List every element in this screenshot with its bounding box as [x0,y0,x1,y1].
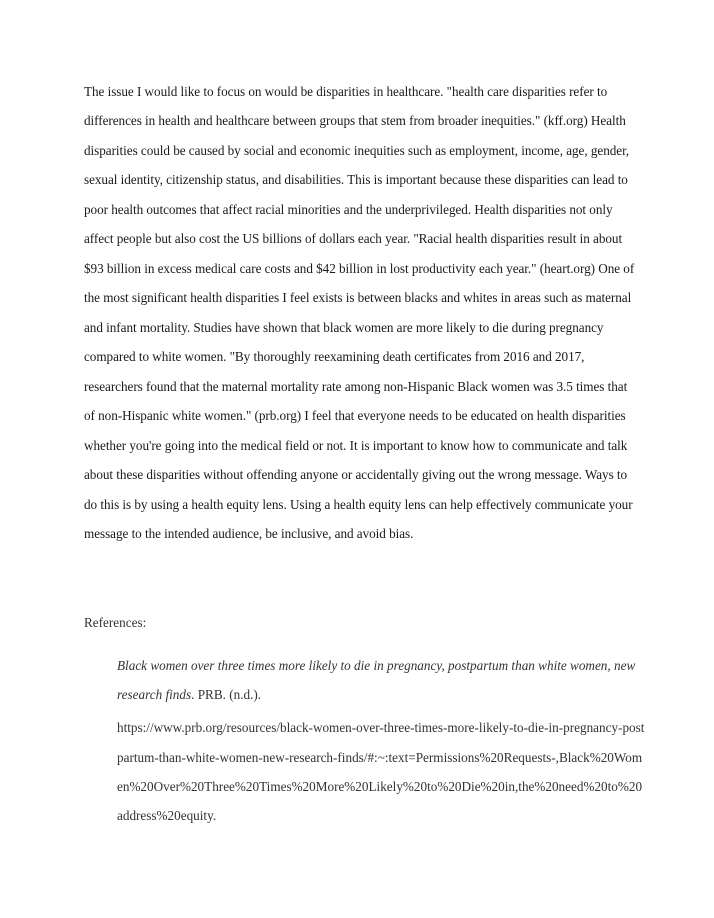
essay-line-10: compared to white women. "By thoroughly reexamining death certificates from 2016 and 2017, [84,349,585,364]
essay-line-6: affect people but also cost the US billions of dollars each year. "Racial health disparities result in about [84,231,623,246]
essay-line-11: researchers found that the maternal mortality rate among non-Hispanic Black women was 3.5 times that [84,379,628,394]
reference-title-italic-2: research finds [117,687,192,702]
essay-line-12: of non-Hispanic white women." (prb.org) I feel that everyone needs to be educated on health disparities [84,408,626,423]
essay-line-9: and infant mortality. Studies have shown that black women are more likely to die during pregnancy [84,320,604,335]
essay-line-2: differences in health and healthcare between groups that stem from broader inequities." (kff.org) Health [84,113,626,128]
essay-line-14: about these disparities without offending anyone or accidentally giving out the wrong message. Ways to [84,467,628,482]
reference-title-line-2 [117,687,261,703]
reference-source: . PRB. (n.d.). [191,687,262,702]
reference-url-line-2[interactable]: partum-than-white-women-new-research-finds/#:~:text=Permissions%20Requests-,Black%20Wom [117,750,643,765]
reference-title-line-1 [117,658,635,674]
essay-line-7: $93 billion in excess medical care costs and $42 billion in lost productivity each year." (heart.org) One of [84,261,635,276]
reference-url-line-4[interactable]: address%20equity. [117,808,217,823]
reference-title-italic-1: Black women over three times more likely to die in pregnancy, postpartum than white women, new [117,658,636,673]
essay-line-1: The issue I would like to focus on would be disparities in healthcare. "health care disparities refer to [84,84,608,99]
essay-line-15: do this is by using a health equity lens. Using a health equity lens can help effectively communicate your [84,497,633,512]
essay-line-16: message to the intended audience, be inclusive, and avoid bias. [84,526,414,541]
references-heading: References: [84,615,147,630]
essay-line-4: sexual identity, citizenship status, and disabilities. This is important because these disparities can lead to [84,172,628,187]
essay-line-3: disparities could be caused by social and economic inequities such as employment, income, age, gender, [84,143,630,158]
reference-url-line-1[interactable]: https://www.prb.org/resources/black-women-over-three-times-more-likely-to-die-in-pregnancy-post [117,720,645,735]
essay-line-13: whether you're going into the medical field or not. It is important to know how to communicate and talk [84,438,628,453]
essay-line-5: poor health outcomes that affect racial minorities and the underprivileged. Health disparities not only [84,202,613,217]
reference-url-line-3[interactable]: en%20Over%20Three%20Times%20More%20Likely%20to%20Die%20in,the%20need%20to%20 [117,779,643,794]
essay-line-8: the most significant health disparities I feel exists is between blacks and whites in areas such as maternal [84,290,632,305]
